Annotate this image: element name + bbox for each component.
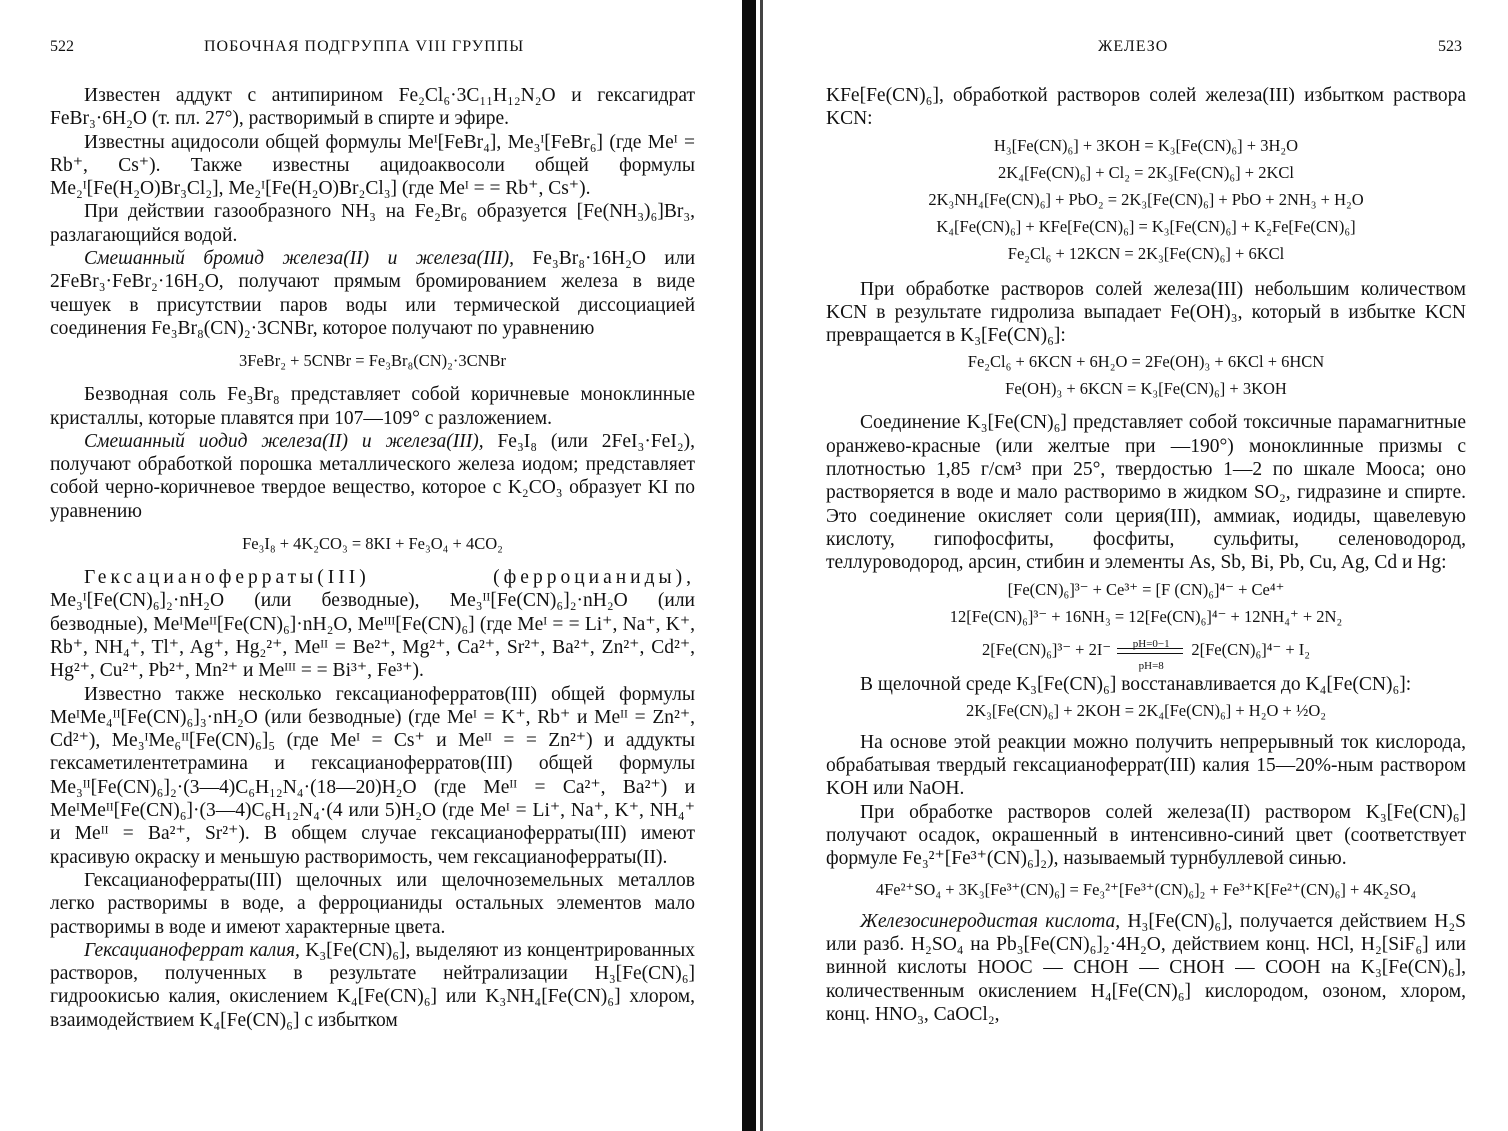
equation-left: 2[Fe(CN)₆]³⁻ + 2I⁻ — [982, 639, 1112, 659]
binding-edge — [760, 0, 763, 1131]
page-number-right: 523 — [1438, 38, 1462, 55]
italic-term: Смешанный иодид железа(II) и железа(III), — [84, 430, 484, 452]
equation: 3FeBr₂ + 5CNBr = Fe₃Br₈(CN)₂·3CNBr — [238, 351, 507, 371]
paragraph: Безводная соль Fe₃Br₈ представляет собой коричневые моноклинные кристаллы, которые плавятся при 107—109° с разложением. — [50, 384, 695, 429]
running-header-left: ПОБОЧНАЯ ПОДГРУППА VIII ГРУППЫ — [204, 38, 525, 55]
equation: Fe₂Cl₆ + 12KCN = 2K₃[Fe(CN)₆] + 6KCl — [1007, 243, 1285, 263]
equation-right: 2[Fe(CN)₆]⁴⁻ + I₂ — [1191, 639, 1310, 659]
paragraph: Известны ацидосоли общей формулы Meᴵ[FeBr₄], Me₃ᴵ[FeBr₆] (где Meᴵ = Rb⁺, Cs⁺). Также известны ацидоаквосоли общей формулы Me₂ᴵ[Fe(H₂O)Br₃Cl₂], Me₂ᴵ[Fe(H₂O)Br₂Cl₃] (где Meᴵ = = Rb⁺, Cs⁺). — [50, 131, 695, 200]
equation: [Fe(CN)₆]³⁻ + Ce³⁺ = [F (CN)₆]⁴⁻ + Ce⁴⁺ — [1007, 579, 1285, 599]
right-body-text — [826, 84, 1466, 1026]
italic-term: Железосинеродистая кислота, — [860, 910, 1121, 932]
equation: 4Fe²⁺SO₄ + 3K₃[Fe³⁺(CN)₆] = Fe₃²⁺[Fe³⁺(CN)₆]₂ + Fe³⁺K[Fe²⁺(CN)₆] + 4K₂SO₄ — [875, 879, 1417, 899]
paragraph: KFe[Fe(CN)₆], обработкой растворов солей железа(III) избытком раствора KCN: — [826, 85, 1466, 130]
page-number-left: 522 — [50, 38, 74, 55]
left-page — [0, 0, 736, 1131]
equation: 2K₄[Fe(CN)₆] + Cl₂ = 2K₃[Fe(CN)₆] + 2KCl — [998, 162, 1294, 182]
paragraph: Соединение K₃[Fe(CN)₆] представляет собой токсичные парамагнитные оранжево-красные (или желтые при —190°) моноклинные призмы с плотностью 1,85 г/см³ при 25°, твердостью 1—2 по шкале Мооса; оно растворяется в воде и мало растворимо в жидком SO₂, гидразине и спирте. Это соединение окисляет соли церия(III), аммиак, иодиды, щавелевую кислоту, гипофосфиты, фосфиты, сульфиты, селеноводород, теллуроводород, арсин, стибин и элементы As, Sb, Bi, Pb, Cu, Ag, Cd и Hg: — [826, 412, 1466, 574]
equation: 12[Fe(CN)₆]³⁻ + 16NH₃ = 12[Fe(CN)₆]⁴⁻ + 12NH₄⁺ + 2N₂ — [949, 606, 1343, 626]
forward-arrow — [1117, 648, 1183, 649]
spaced-heading: Гексацианоферраты(III) (ферроцианиды), — [84, 567, 695, 589]
paragraph: Гексацианоферраты(III) щелочных или щелочноземельных металлов легко растворимы в воде, а ферроцианиды остальных элементов мало растворимы в воде и имеют характерные цвета. — [50, 869, 695, 938]
equation: Fe₂Cl₆ + 6KCN + 6H₂O = 2Fe(OH)₃ + 6KCl + 6HCN — [967, 352, 1325, 372]
paragraph: При действии газообразного NH₃ на Fe₂Br₆ образуется [Fe(NH₃)₆]Br₃, разлагающийся водой. — [50, 201, 695, 246]
equation: H₃[Fe(CN)₆] + 3KOH = K₃[Fe(CN)₆] + 3H₂O — [993, 135, 1299, 155]
paragraph-text: Fe₃I₈ (или 2FeI₃·FeI₂), получают обработкой порошка металлического железа иодом; представляет собой черно-коричневое твердое вещество, которое с K₂CO₃ образует KI по уравнению — [50, 430, 695, 522]
italic-term: Смешанный бромид железа(II) и железа(III), — [84, 248, 514, 270]
paragraph: Известен аддукт с антипирином Fe₂Cl₆·3C₁₁H₁₂N₂O и гексагидрат FeBr₃·6H₂O (т. пл. 27°), растворимый в спирте и эфире. — [50, 85, 695, 130]
paragraph: В щелочной среде K₃[Fe(CN)₆] восстанавливается до K₄[Fe(CN)₆]: — [860, 673, 1412, 695]
paragraph-text: Fe₃Br₈·16H₂O или 2FeBr₃·FeBr₂·16H₂O, получают прямым бромированием железа в виде чешуек в присутствии паров воды или термической диссоциацией соединения Fe₃Br₈(CN)₂·3CNBr, которое получают по уравнению — [50, 248, 695, 339]
arrow-label-bottom: pH=8 — [1138, 659, 1164, 672]
paragraph: Известно также несколько гексацианоферратов(III) общей формулы MeᴵMe₄ᴵᴵ[Fe(CN)₆]₃·nH₂O (или безводные) (где Meᴵ = K⁺, Rb⁺ и Meᴵᴵ = Zn²⁺, Cd²⁺), Me₃ᴵMe₆ᴵᴵ[Fe(CN)₆]₅ (где Meᴵ = Cs⁺ и Meᴵᴵ = = Zn²⁺) и аддукты гексаметилентетрамина и гексацианоферратов(III) общей формулы Me₃ᴵᴵ[Fe(CN)₆]₂·(3—4)C₆H₁₂N₄·(18—20)H₂O (где Meᴵᴵ = Ca²⁺, Ba²⁺) и MeᴵMeᴵᴵ[Fe(CN)₆]·(3—4)C₆H₁₂N₄·(4 или 5)H₂O (где Meᴵ = Li⁺, Na⁺, K⁺, NH₄⁺ и Meᴵᴵ = Ba²⁺, Sr²⁺). В общем случае гексацианоферраты(III) имеют красивую окраску и меньшую растворимость, чем гексацианоферраты(II). — [50, 683, 695, 868]
equilibrium-equation — [826, 633, 1466, 672]
reverse-arrow — [1117, 653, 1183, 654]
running-header-right: ЖЕЛЕЗО — [1098, 38, 1169, 55]
paragraph — [50, 939, 695, 1032]
paragraph-text: K₃[Fe(CN)₆], выделяют из концентрированных растворов, полученных в результате нейтрализации H₃[Fe(CN)₆] гидроокисью калия, окислением K₄[Fe(CN)₆] или K₃NH₄[Fe(CN)₆] хлором, взаимодействием K₄[Fe(CN)₆] с избытком — [50, 939, 695, 1031]
italic-term: Гексацианоферрат калия, — [84, 939, 300, 961]
right-page — [778, 0, 1508, 1131]
paragraph — [826, 910, 1466, 1026]
paragraph: На основе этой реакции можно получить непрерывный ток кислорода, обрабатывая твердый гексацианоферрат(III) калия 15—20%-ным раствором KOH или NaOH. — [826, 731, 1466, 800]
equation: 2K₃[Fe(CN)₆] + 2KOH = 2K₄[Fe(CN)₆] + H₂O + ½O₂ — [966, 700, 1326, 720]
paragraph — [50, 430, 695, 523]
arrow-label-top: pH=0−1 — [1132, 637, 1170, 650]
paragraph-text: H₃[Fe(CN)₆], получается действием H₂S или разб. H₂SO₄ на Pb₃[Fe(CN)₆]₂·4H₂O, действием конц. HCl, H₂[SiF₆] или винной кислоты HOOC — CHOH — CHOH — COOH на K₃[Fe(CN)₆], количественным окислением H₄[Fe(CN)₆] кислородом, озоном, хлором, конц. HNO₃, CaOCl₂, — [826, 910, 1466, 1025]
equation: K₄[Fe(CN)₆] + KFe[Fe(CN)₆] = K₃[Fe(CN)₆] + K₂Fe[Fe(CN)₆] — [936, 216, 1356, 236]
equation: Fe₃I₈ + 4K₂CO₃ = 8KI + Fe₃O₄ + 4CO₂ — [242, 534, 503, 554]
book-gutter — [736, 0, 778, 1131]
paragraph: При обработке растворов солей железа(III) небольшим количеством KCN в результате гидролиза выпадает Fe(OH)₃, который в избытке KCN превращается в K₃[Fe(CN)₆]: — [826, 278, 1466, 347]
equilibrium-arrows — [1115, 633, 1187, 672]
equation: 2K₃NH₄[Fe(CN)₆] + PbO₂ = 2K₃[Fe(CN)₆] + PbO + 2NH₃ + H₂O — [928, 189, 1364, 209]
left-body-text — [50, 84, 695, 1032]
paragraph-text: Me₃ᴵ[Fe(CN)₆]₂·nH₂O (или безводные), Me₃ᴵᴵ[Fe(CN)₆]₂·nH₂O (или безводные), MeᴵMeᴵᴵ[Fe(CN)₆]·nH₂O, Meᴵᴵᴵ[Fe(CN)₆] (где Meᴵ = = Li⁺, Na⁺, K⁺, Rb⁺, NH₄⁺, Tl⁺, Ag⁺, Hg₂²⁺, Meᴵᴵ = Be²⁺, Mg²⁺, Ca²⁺, Sr²⁺, Ba²⁺, Zn²⁺, Cd²⁺, Hg²⁺, Cu²⁺, Pb²⁺, Mn²⁺ и Meᴵᴵᴵ = = Bi³⁺, Fe³⁺). — [50, 590, 695, 682]
paragraph — [50, 566, 695, 682]
equation: Fe(OH)₃ + 6KCN = K₃[Fe(CN)₆] + 3KOH — [1005, 379, 1287, 399]
paragraph — [50, 247, 695, 340]
binding-shadow — [742, 0, 756, 1131]
paragraph: При обработке растворов солей железа(II) раствором K₃[Fe(CN)₆] получают осадок, окрашенный в интенсивно-синий цвет (соответствует формуле Fe₃²⁺[Fe³⁺(CN)₆]₂), называемый турнбуллевой синью. — [826, 801, 1466, 870]
